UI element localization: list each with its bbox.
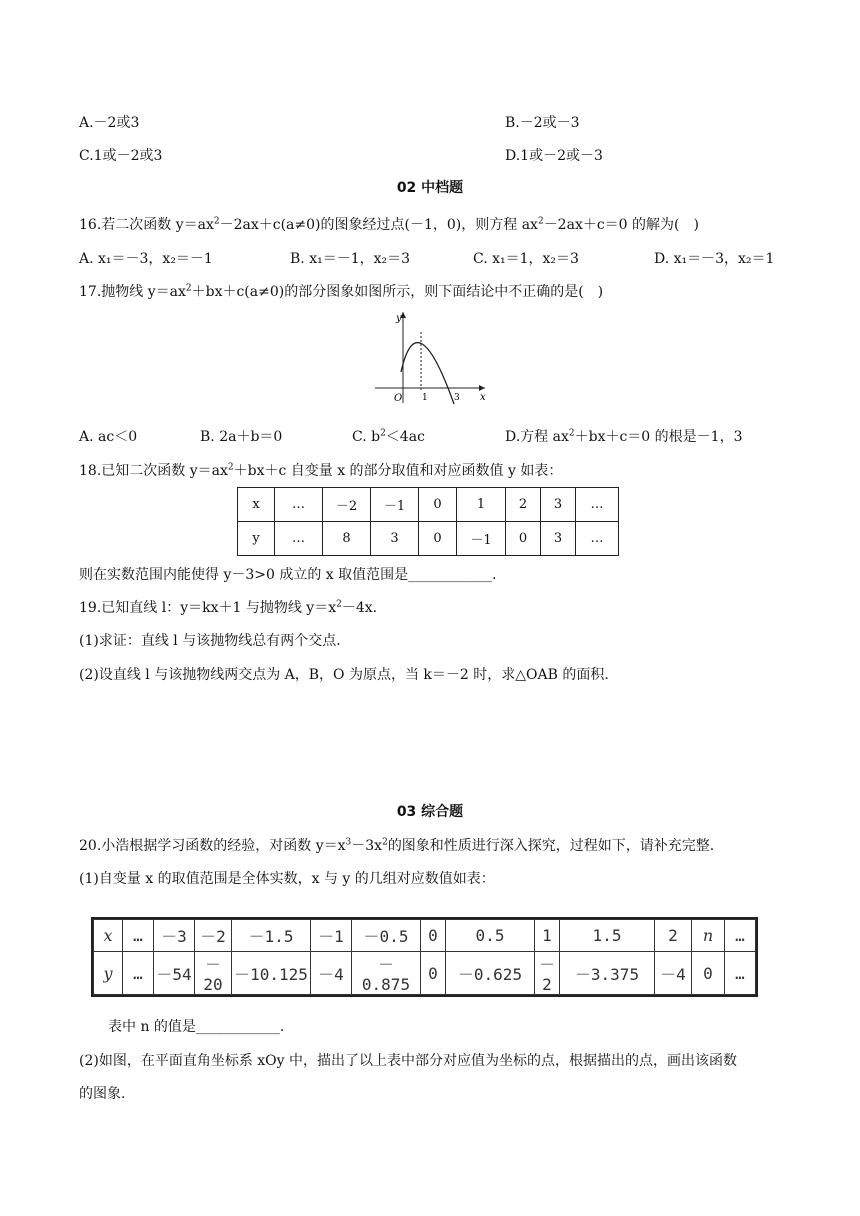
table-cell: －2	[195, 920, 232, 952]
table-cell: y	[94, 952, 123, 995]
table-cell: …	[725, 920, 756, 952]
table-cell: 1	[457, 488, 506, 522]
q20-part1: (1)自变量 x 的取值范围是全体实数，x 与 y 的几组对应数值如表：	[79, 871, 495, 887]
q19-part2: (2)设直线 l 与该抛物线两交点为 A，B，O 为原点，当 k＝－2 时，求△OAB 的面积.	[79, 667, 609, 683]
table-cell: －20	[195, 952, 232, 995]
table-cell: 0	[692, 952, 725, 995]
table-cell: n	[692, 920, 725, 952]
q16-option-d: D. x₁＝－3，x₂＝1	[654, 251, 775, 267]
origin-label: O	[394, 393, 403, 404]
table-cell: －2	[323, 488, 371, 522]
table-cell: …	[576, 522, 619, 556]
q16-option-c: C. x₁＝1，x₂＝3	[473, 251, 579, 267]
q20-n-line: 表中 n 的值是____________.	[108, 1019, 285, 1035]
q18-value-table	[237, 487, 619, 556]
table-cell: －1	[371, 488, 419, 522]
q18-stem: 18.已知二次函数 $y=ax^2+bx+c$ 自变量 x 的部分取值和对应函数值 y 如表：	[79, 462, 563, 479]
table-cell: 1	[535, 920, 560, 952]
q20-stem: 20.小浩根据学习函数的经验，对函数 $y=x^3-3x^2$的图象和性质进行深入探究，过程如下，请补充完整.	[79, 837, 715, 854]
table-cell: 3	[541, 522, 576, 556]
table-cell: －54	[154, 952, 195, 995]
tick-label-3: 3	[454, 393, 460, 403]
table-cell: 8	[323, 522, 371, 556]
q19-stem: 19.已知直线 l：y＝kx＋1 与抛物线 $y=x^2-4x$.	[79, 599, 378, 616]
table-cell: 0	[419, 488, 457, 522]
table-cell: 0.5	[446, 920, 535, 952]
section-title-03: 03 综合题	[396, 804, 464, 820]
table-cell: 2	[506, 488, 541, 522]
q16-option-b: B. x₁＝－1，x₂＝3	[290, 251, 411, 267]
table-cell: 3	[371, 522, 419, 556]
table-cell: －0.5	[352, 920, 421, 952]
table-row-x	[94, 920, 756, 952]
table-cell: －4	[311, 952, 352, 995]
table-cell: －2	[535, 952, 560, 995]
table-cell: x	[238, 488, 275, 522]
table-cell: 0	[506, 522, 541, 556]
table-cell: …	[576, 488, 619, 522]
table-cell: …	[123, 952, 154, 995]
table-cell: －1	[457, 522, 506, 556]
q20-value-table	[93, 919, 756, 995]
table-cell: －3	[154, 920, 195, 952]
table-cell: 3	[541, 488, 576, 522]
table-cell: 0	[419, 522, 457, 556]
q20-part2-line1: (2)如图，在平面直角坐标系 xOy 中，描出了以上表中部分对应值为坐标的点，根据描出的点，画出该函数	[79, 1053, 738, 1069]
table-cell: …	[725, 952, 756, 995]
table-cell: －10.125	[232, 952, 311, 995]
table-cell: …	[275, 488, 323, 522]
table-cell: 2	[655, 920, 692, 952]
q17-stem: 17.抛物线 $y=ax^2+bx+c(a\ne 0)$的部分图象如图所示，则下面结论中不正确的是( )	[79, 283, 604, 300]
table-cell: －1	[311, 920, 352, 952]
table-cell: 0	[421, 952, 446, 995]
section-title-02: 02 中档题	[396, 180, 464, 196]
y-axis-label: y	[396, 313, 402, 324]
table-cell: －3.375	[560, 952, 655, 995]
q20-part2-line2: 的图象.	[79, 1086, 126, 1102]
table-row-y	[94, 952, 756, 995]
table-cell: －0.875	[352, 952, 421, 995]
q17-option-c: C. $b^2<4ac$	[352, 428, 425, 445]
table-row-x	[238, 488, 619, 522]
q17-option-d: D.方程 $ax^2+bx+c=0$ 的根是－1，3	[505, 428, 743, 445]
q17-option-b: B. 2a＋b＝0	[200, 429, 283, 445]
tick-label-1: 1	[422, 393, 428, 403]
q15-option-d: D.1或－2或－3	[505, 148, 603, 164]
q15-option-a: A.－2或3	[79, 115, 140, 131]
q19-part1: (1)求证：直线 l 与该抛物线总有两个交点.	[79, 633, 341, 649]
q15-option-b: B.－2或－3	[505, 115, 580, 131]
q18-conclusion: 则在实数范围内能使得 y－3>0 成立的 x 取值范围是____________.	[79, 567, 497, 583]
q17-option-a: A. ac＜0	[79, 429, 138, 445]
q15-option-c: C.1或－2或3	[79, 148, 163, 164]
table-cell: －0.625	[446, 952, 535, 995]
q16-stem: 16.若二次函数 $y=ax^2-2ax+c(a\ne 0)$的图象经过点(－1，0)，则方程 $ax^2-2ax+c=0$ 的解为( )	[79, 216, 699, 233]
table-cell: 0	[421, 920, 446, 952]
x-axis-label: x	[480, 392, 486, 403]
table-row-y	[238, 522, 619, 556]
table-cell: －1.5	[232, 920, 311, 952]
x-axis-arrow	[479, 385, 485, 391]
table-cell: －4	[655, 952, 692, 995]
q17-parabola-graph	[370, 308, 490, 408]
q16-option-a: A. x₁＝－3，x₂＝－1	[79, 251, 213, 267]
table-cell: y	[238, 522, 275, 556]
table-cell: 1.5	[560, 920, 655, 952]
table-cell: x	[94, 920, 123, 952]
table-cell: …	[275, 522, 323, 556]
table-cell: …	[123, 920, 154, 952]
